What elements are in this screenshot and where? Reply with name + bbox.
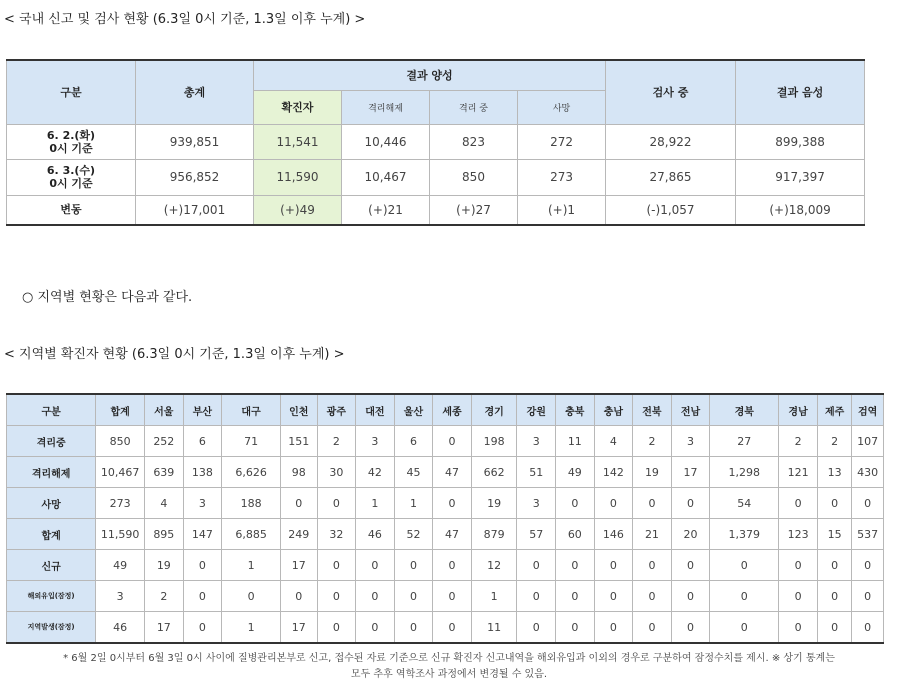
table-cell: 46 <box>356 519 395 550</box>
regional-header-region: 충남 <box>594 394 633 426</box>
table-cell: 51 <box>517 457 556 488</box>
table-cell: 46 <box>96 612 145 644</box>
table-cell: 0 <box>394 612 433 644</box>
table-row <box>7 550 884 581</box>
table-cell: 0 <box>356 612 395 644</box>
table-cell: 249 <box>281 519 318 550</box>
table-cell: 0 <box>710 550 779 581</box>
table-cell: 6 <box>394 426 433 457</box>
table-cell: 3 <box>517 426 556 457</box>
table-cell: 60 <box>556 519 595 550</box>
cell-total: 956,852 <box>136 159 254 195</box>
regional-header-region: 경기 <box>471 394 517 426</box>
row-label: 해외유입(잠정) <box>7 581 96 612</box>
table-row <box>7 426 884 457</box>
table-cell: 19 <box>471 488 517 519</box>
table-cell: 1 <box>356 488 395 519</box>
table-cell: 142 <box>594 457 633 488</box>
row-label <box>7 159 136 195</box>
table-cell: 3 <box>96 581 145 612</box>
table-cell: 0 <box>517 612 556 644</box>
table-cell: 15 <box>817 519 852 550</box>
table-cell: 21 <box>633 519 672 550</box>
table-cell: 0 <box>852 550 884 581</box>
table-cell: 0 <box>433 581 472 612</box>
row-label: 지역발생(잠정) <box>7 612 96 644</box>
table-cell: 1 <box>222 612 281 644</box>
regional-header-region: 세종 <box>433 394 472 426</box>
table-row <box>7 519 884 550</box>
table-cell: 17 <box>281 612 318 644</box>
header-released: 격리해제 <box>342 90 430 124</box>
cell-negative: (+)18,009 <box>736 195 865 225</box>
table-cell: 0 <box>433 426 472 457</box>
table-cell: 850 <box>96 426 145 457</box>
table-cell: 0 <box>317 550 356 581</box>
table-cell: 47 <box>433 457 472 488</box>
table-cell: 188 <box>222 488 281 519</box>
table-cell: 151 <box>281 426 318 457</box>
table-cell: 0 <box>633 550 672 581</box>
summary-table <box>6 59 865 226</box>
header-isolating: 격리 중 <box>430 90 518 124</box>
cell-death: 273 <box>518 159 606 195</box>
table-cell: 0 <box>710 612 779 644</box>
table-cell: 0 <box>556 581 595 612</box>
row-label-basis: 0시 기준 <box>49 177 93 190</box>
regional-header-region: 대전 <box>356 394 395 426</box>
table-cell: 0 <box>594 612 633 644</box>
table-cell: 11 <box>556 426 595 457</box>
table-cell: 0 <box>594 488 633 519</box>
regional-header-region: 울산 <box>394 394 433 426</box>
cell-testing: 28,922 <box>606 124 736 159</box>
table-cell: 0 <box>356 581 395 612</box>
regional-header-region: 합계 <box>96 394 145 426</box>
table-cell: 4 <box>594 426 633 457</box>
cell-released: (+)21 <box>342 195 430 225</box>
table-cell: 0 <box>671 581 710 612</box>
table-cell: 138 <box>183 457 222 488</box>
table-cell: 47 <box>433 519 472 550</box>
table-cell: 0 <box>852 488 884 519</box>
table-cell: 0 <box>317 581 356 612</box>
header-total: 총계 <box>136 60 254 124</box>
regional-header-region: 경남 <box>779 394 818 426</box>
table-cell: 121 <box>779 457 818 488</box>
regional-header-region: 인천 <box>281 394 318 426</box>
table-cell: 49 <box>556 457 595 488</box>
summary-table-title: < 국내 신고 및 검사 현황 (6.3일 0시 기준, 1.3일 이후 누계) > <box>4 12 366 27</box>
table-cell: 2 <box>633 426 672 457</box>
table-row <box>7 124 865 159</box>
row-label-date: 6. 2.(화) <box>46 128 96 142</box>
table-row <box>7 581 884 612</box>
table-cell: 20 <box>671 519 710 550</box>
cell-confirmed: (+)49 <box>254 195 342 225</box>
table-cell: 3 <box>356 426 395 457</box>
row-label-change: 변동 <box>7 195 136 225</box>
table-cell: 0 <box>779 581 818 612</box>
table-cell: 0 <box>394 581 433 612</box>
table-cell: 0 <box>779 550 818 581</box>
table-cell: 0 <box>556 550 595 581</box>
cell-released: 10,446 <box>342 124 430 159</box>
regional-intro-text: ○ 지역별 현황은 다음과 같다. <box>22 290 193 305</box>
cell-isolating: (+)27 <box>430 195 518 225</box>
table-cell: 0 <box>633 488 672 519</box>
table-cell: 6,885 <box>222 519 281 550</box>
table-cell: 123 <box>779 519 818 550</box>
table-cell: 198 <box>471 426 517 457</box>
table-cell: 0 <box>852 612 884 644</box>
table-cell: 6 <box>183 426 222 457</box>
table-cell: 0 <box>183 550 222 581</box>
table-cell: 537 <box>852 519 884 550</box>
table-cell: 2 <box>145 581 184 612</box>
cell-total: (+)17,001 <box>136 195 254 225</box>
table-cell: 0 <box>710 581 779 612</box>
table-cell: 0 <box>817 612 852 644</box>
table-cell: 30 <box>317 457 356 488</box>
row-label-date: 6. 3.(수) <box>46 164 96 177</box>
row-label <box>7 124 136 159</box>
table-cell: 0 <box>433 612 472 644</box>
table-cell: 0 <box>517 550 556 581</box>
table-row <box>7 195 865 225</box>
cell-released: 10,467 <box>342 159 430 195</box>
table-cell: 27 <box>710 426 779 457</box>
cell-testing: (-)1,057 <box>606 195 736 225</box>
table-cell: 0 <box>317 612 356 644</box>
table-cell: 1 <box>471 581 517 612</box>
table-cell: 32 <box>317 519 356 550</box>
header-death: 사망 <box>518 90 606 124</box>
table-cell: 45 <box>394 457 433 488</box>
table-cell: 11,590 <box>96 519 145 550</box>
table-cell: 0 <box>779 612 818 644</box>
header-confirmed: 확진자 <box>254 90 342 124</box>
table-cell: 0 <box>594 550 633 581</box>
row-label: 격리중 <box>7 426 96 457</box>
header-negative: 결과 음성 <box>736 60 865 124</box>
table-cell: 147 <box>183 519 222 550</box>
table-cell: 0 <box>817 550 852 581</box>
row-label: 사망 <box>7 488 96 519</box>
row-label: 합계 <box>7 519 96 550</box>
row-label: 신규 <box>7 550 96 581</box>
table-cell: 0 <box>852 581 884 612</box>
table-cell: 252 <box>145 426 184 457</box>
table-cell: 0 <box>817 488 852 519</box>
table-cell: 0 <box>394 550 433 581</box>
table-cell: 0 <box>281 488 318 519</box>
regional-header-row <box>7 394 884 426</box>
row-label-basis: 0시 기준 <box>49 141 93 155</box>
header-positive: 결과 양성 <box>254 60 606 90</box>
regional-table <box>6 393 884 644</box>
regional-header-region: 경북 <box>710 394 779 426</box>
cell-total: 939,851 <box>136 124 254 159</box>
table-cell: 19 <box>145 550 184 581</box>
cell-isolating: 823 <box>430 124 518 159</box>
table-cell: 42 <box>356 457 395 488</box>
cell-confirmed: 11,590 <box>254 159 342 195</box>
table-cell: 0 <box>517 581 556 612</box>
table-cell: 0 <box>222 581 281 612</box>
table-cell: 0 <box>356 550 395 581</box>
table-cell: 57 <box>517 519 556 550</box>
table-cell: 1 <box>394 488 433 519</box>
table-cell: 0 <box>433 488 472 519</box>
table-cell: 0 <box>671 550 710 581</box>
table-cell: 639 <box>145 457 184 488</box>
table-cell: 0 <box>671 488 710 519</box>
regional-header-region: 부산 <box>183 394 222 426</box>
cell-negative: 899,388 <box>736 124 865 159</box>
table-cell: 10,467 <box>96 457 145 488</box>
header-category: 구분 <box>7 60 136 124</box>
table-cell: 0 <box>594 581 633 612</box>
table-cell: 0 <box>183 612 222 644</box>
table-cell: 2 <box>817 426 852 457</box>
table-cell: 0 <box>671 612 710 644</box>
table-row <box>7 457 884 488</box>
table-cell: 49 <box>96 550 145 581</box>
table-cell: 17 <box>671 457 710 488</box>
table-cell: 3 <box>183 488 222 519</box>
table-cell: 3 <box>671 426 710 457</box>
table-cell: 52 <box>394 519 433 550</box>
regional-header-region: 전남 <box>671 394 710 426</box>
regional-header-region: 서울 <box>145 394 184 426</box>
regional-header-category: 구분 <box>7 394 96 426</box>
table-cell: 0 <box>633 612 672 644</box>
table-cell: 19 <box>633 457 672 488</box>
table-cell: 0 <box>317 488 356 519</box>
regional-header-region: 강원 <box>517 394 556 426</box>
table-cell: 1,379 <box>710 519 779 550</box>
table-cell: 2 <box>779 426 818 457</box>
table-cell: 430 <box>852 457 884 488</box>
table-cell: 107 <box>852 426 884 457</box>
table-cell: 11 <box>471 612 517 644</box>
table-cell: 0 <box>556 612 595 644</box>
footnote-line: * 6월 2일 0시부터 6월 3일 0시 사이에 질병관리본부로 신고, 접수된 자료 기준으로 신규 확진자 신고내역을 해외유입과 이외의 경우로 구분하여 잠정수치를 제시. ※ 상기 통계는 <box>63 653 835 664</box>
cell-confirmed: 11,541 <box>254 124 342 159</box>
table-cell: 4 <box>145 488 184 519</box>
regional-header-region: 대구 <box>222 394 281 426</box>
table-cell: 3 <box>517 488 556 519</box>
cell-negative: 917,397 <box>736 159 865 195</box>
table-cell: 54 <box>710 488 779 519</box>
table-cell: 0 <box>183 581 222 612</box>
regional-header-region: 전북 <box>633 394 672 426</box>
table-cell: 6,626 <box>222 457 281 488</box>
regional-table-title: < 지역별 확진자 현황 (6.3일 0시 기준, 1.3일 이후 누계) > <box>4 347 345 362</box>
table-cell: 0 <box>633 581 672 612</box>
table-cell: 0 <box>556 488 595 519</box>
table-cell: 0 <box>281 581 318 612</box>
table-cell: 1 <box>222 550 281 581</box>
row-label: 격리해제 <box>7 457 96 488</box>
regional-header-region: 충북 <box>556 394 595 426</box>
table-cell: 98 <box>281 457 318 488</box>
table-cell: 0 <box>817 581 852 612</box>
table-cell: 879 <box>471 519 517 550</box>
table-cell: 273 <box>96 488 145 519</box>
table-row <box>7 488 884 519</box>
table-cell: 0 <box>433 550 472 581</box>
cell-death: 272 <box>518 124 606 159</box>
table-cell: 12 <box>471 550 517 581</box>
regional-header-region: 검역 <box>852 394 884 426</box>
table-cell: 17 <box>145 612 184 644</box>
table-cell: 662 <box>471 457 517 488</box>
regional-header-region: 제주 <box>817 394 852 426</box>
table-cell: 1,298 <box>710 457 779 488</box>
footnote <box>14 651 884 683</box>
cell-testing: 27,865 <box>606 159 736 195</box>
table-cell: 13 <box>817 457 852 488</box>
table-cell: 0 <box>779 488 818 519</box>
table-cell: 146 <box>594 519 633 550</box>
table-cell: 895 <box>145 519 184 550</box>
table-cell: 71 <box>222 426 281 457</box>
cell-isolating: 850 <box>430 159 518 195</box>
table-row <box>7 612 884 644</box>
header-testing: 검사 중 <box>606 60 736 124</box>
regional-header-region: 광주 <box>317 394 356 426</box>
table-row <box>7 159 865 195</box>
cell-death: (+)1 <box>518 195 606 225</box>
footnote-line: 모두 추후 역학조사 과정에서 변경될 수 있음. <box>350 669 548 680</box>
table-cell: 2 <box>317 426 356 457</box>
table-cell: 17 <box>281 550 318 581</box>
